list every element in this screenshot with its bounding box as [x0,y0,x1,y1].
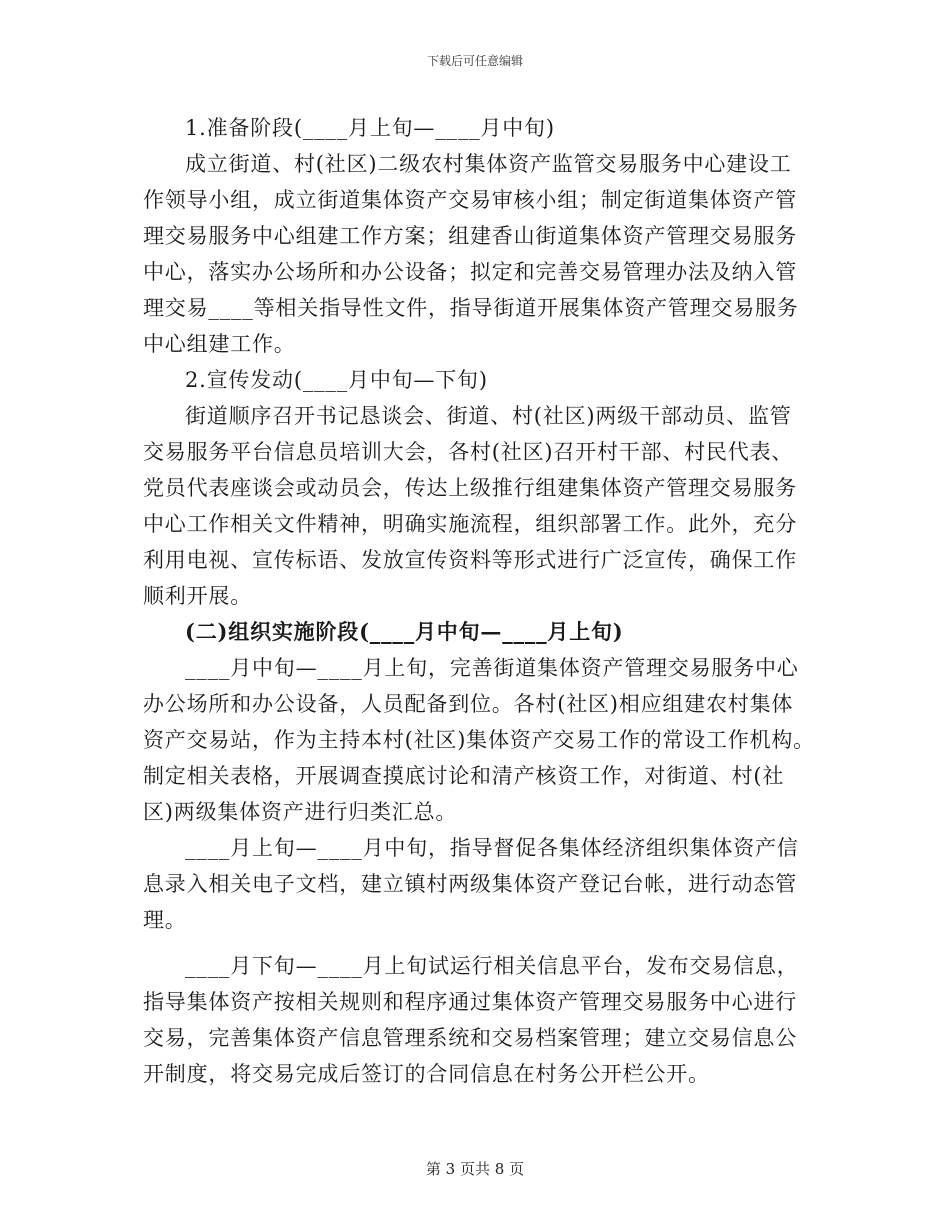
paragraph-line: 息录入相关电子文档，建立镇村两级集体资产登记台帐，进行动态管 [143,872,797,896]
paragraph [143,948,813,1092]
paragraph-line: 开制度，将交易完成后签订的合同信息在村务公开栏公开。 [143,1062,710,1086]
paragraph [143,146,813,362]
paragraph-line: 指导集体资产按相关规则和程序通过集体资产管理交易服务中心进行 [143,990,797,1014]
paragraph-line: 作领导小组，成立街道集体资产交易审核小组；制定街道集体资产管 [143,188,797,212]
paragraph-line: 理。 [143,908,187,932]
paragraph-line: 办公场所和办公设备，人员配备到位。各村(社区)相应组建农村集体 [143,692,794,716]
page-header-note: 下载后可任意编辑 [426,54,523,68]
paragraph-line: 2.宣传发动(____月中旬—下旬) [185,368,488,392]
paragraph [143,650,813,830]
paragraph-line: 成立街道、村(社区)二级农村集体资产监管交易服务中心建设工 [185,152,792,176]
paragraph-line: 中心工作相关文件精神，明确实施流程，组织部署工作。此外，充分 [143,512,797,536]
paragraph-line: 理交易____等相关指导性文件，指导街道开展集体资产管理交易服务 [143,296,799,320]
paragraph-line: 资产交易站，作为主持本村(社区)集体资产交易工作的常设工作机构。 [143,728,815,752]
paragraph-line: 中心组建工作。 [143,332,296,356]
paragraph-line: 顺利开展。 [143,584,252,608]
paragraph [143,362,813,398]
paragraph [143,398,813,614]
paragraph-line: ____月上旬—____月中旬，指导督促各集体经济组织集体资产信 [185,836,799,860]
paragraph-line: 区)两级集体资产进行归类汇总。 [143,800,458,824]
paragraph-line: 理交易服务中心组建工作方案；组建香山街道集体资产管理交易服务 [143,224,797,248]
paragraph-line: 中心，落实办公场所和办公设备；拟定和完善交易管理办法及纳入管 [143,260,797,284]
paragraph-line: 交易，完善集体资产信息管理系统和交易档案管理；建立交易信息公 [143,1026,797,1050]
paragraph-line: 制定相关表格，开展调查摸底讨论和清产核资工作，对街道、村(社 [143,764,785,788]
document-body [143,110,813,1092]
paragraph-line: ____月下旬—____月上旬试运行相关信息平台，发布交易信息， [185,954,799,978]
paragraph-line: 党员代表座谈会或动员会，传达上级推行组建集体资产管理交易服务 [143,476,797,500]
page-number-footer: 第 3 页共 8 页 [425,1160,525,1178]
paragraph-line: 交易服务平台信息员培训大会，各村(社区)召开村干部、村民代表、 [143,440,794,464]
paragraph-line: 1.准备阶段(____月上旬—____月中旬) [185,116,555,140]
paragraph [143,614,813,650]
paragraph-line: 街道顺序召开书记恳谈会、街道、村(社区)两级干部动员、监管 [185,404,792,428]
section-heading-line: (二)组织实施阶段(____月中旬—____月上旬) [185,619,624,644]
paragraph-line: 利用电视、宣传标语、发放宣传资料等形式进行广泛宣传，确保工作 [143,548,797,572]
paragraph [143,110,813,146]
paragraph-line: ____月中旬—____月上旬，完善街道集体资产管理交易服务中心 [185,656,799,680]
paragraph [143,830,813,938]
